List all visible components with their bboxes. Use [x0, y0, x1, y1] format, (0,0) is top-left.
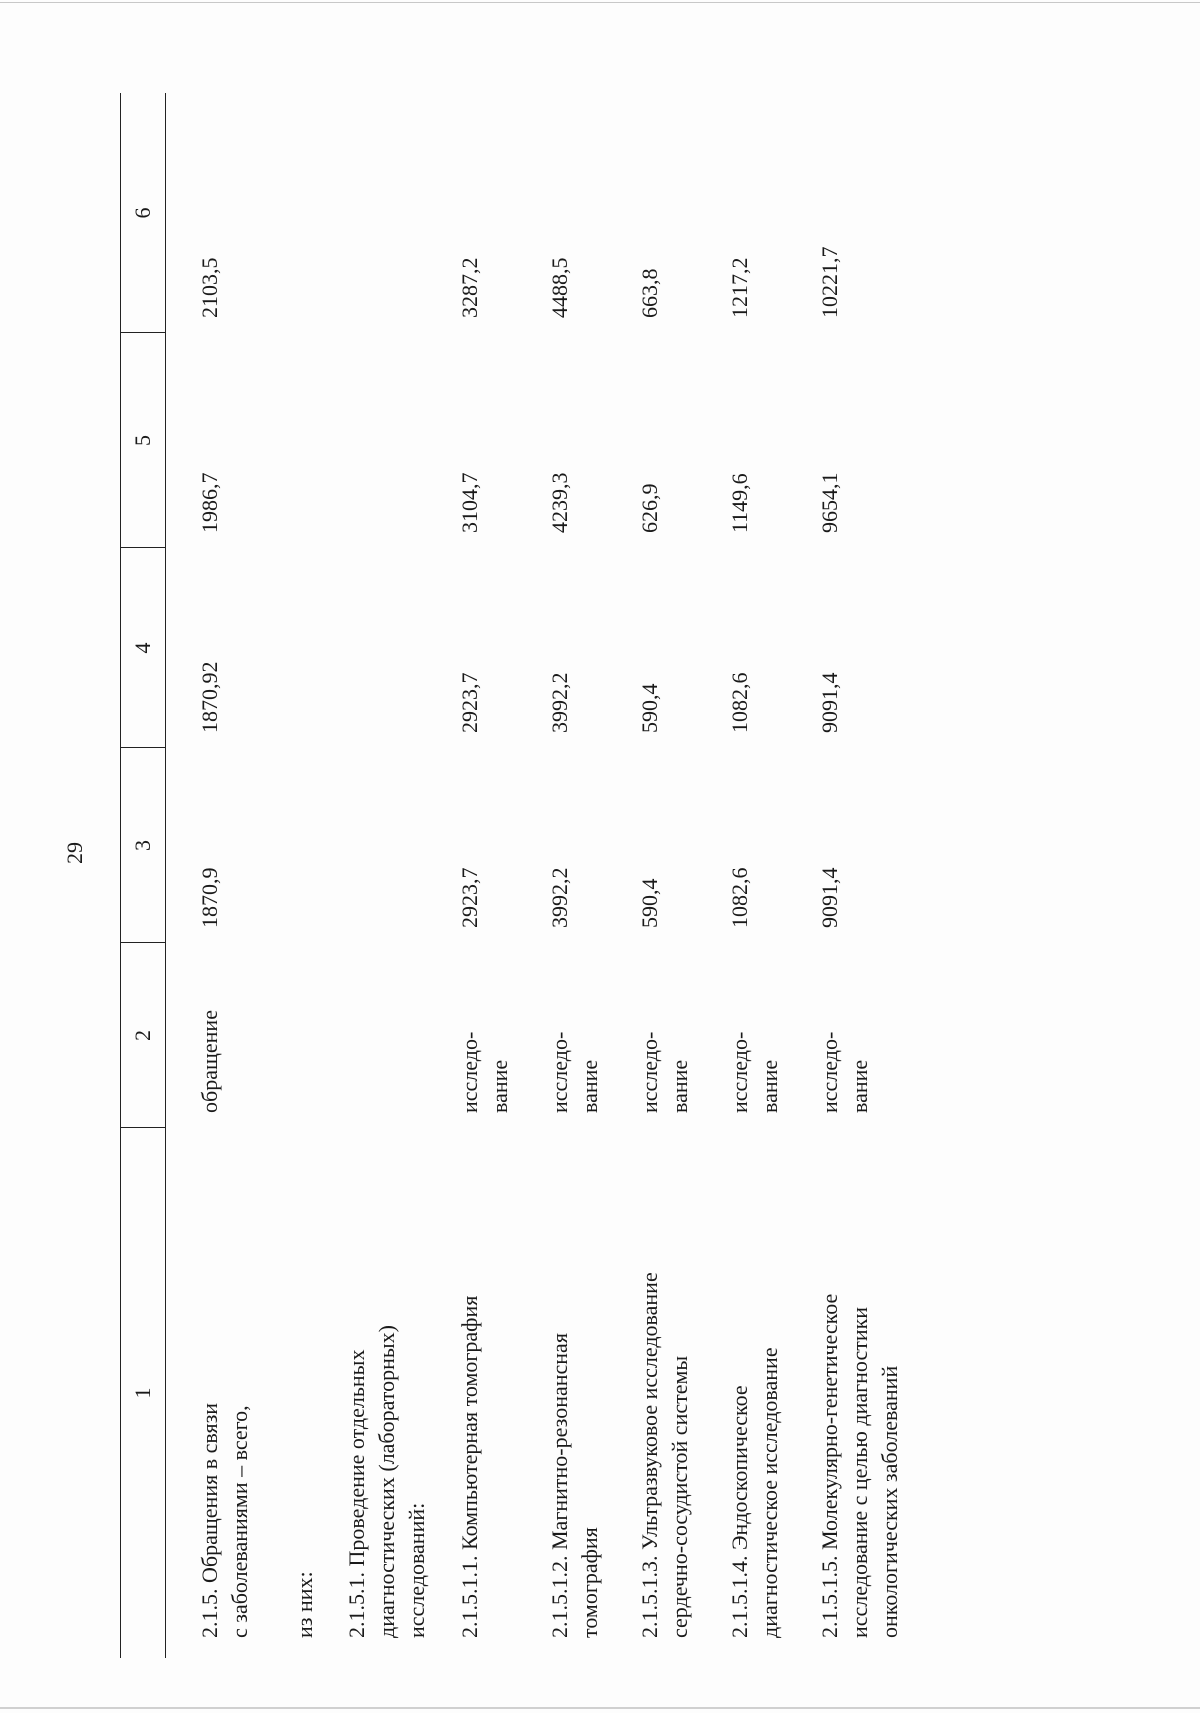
row-5-name-line-0: 2.1.5.1.3. Ультразвуковое исследование: [637, 1272, 662, 1638]
row-5-unit-line-0: исследо-: [637, 1031, 662, 1113]
row-7-value-col6: 10221,7: [817, 246, 842, 318]
row-3-name-line-0: 2.1.5.1.1. Компьютерная томография: [457, 1295, 482, 1638]
row-6-value-col3: 1082,6: [727, 867, 752, 928]
row-5-value-col6: 663,8: [637, 268, 662, 318]
row-6-value-col4: 1082,6: [727, 672, 752, 733]
row-0-name-line-1: с заболеваниями – всего,: [227, 1405, 252, 1638]
row-7-value-col5: 9654,1: [817, 472, 842, 533]
row-4-unit-line-1: вание: [577, 1059, 602, 1113]
row-0-value-col3: 1870,9: [197, 867, 222, 928]
col-header-6: 6: [130, 207, 155, 219]
row-6-value-col5: 1149,6: [727, 473, 752, 533]
table-row-5-name: [635, 1128, 695, 1638]
table-row-4-unit: [545, 943, 605, 1113]
row-6-name-line-0: 2.1.5.1.4. Эндоскопическое: [727, 1385, 752, 1638]
row-5-value-col4: 590,4: [637, 683, 662, 733]
row-2-name-line-1: диагностических (лабораторных): [374, 1325, 399, 1638]
row-6-unit-line-1: вание: [757, 1059, 782, 1113]
row-7-value-col4: 9091,4: [817, 672, 842, 733]
row-0-value-col4: 1870,92: [197, 661, 222, 733]
row-5-unit-line-1: вание: [667, 1059, 692, 1113]
col-header-5: 5: [130, 435, 155, 446]
col-header-4: 4: [130, 642, 155, 654]
row-3-unit-line-0: исследо-: [457, 1031, 482, 1113]
data-table: [120, 58, 980, 1658]
row-1-name-line-0: из них:: [292, 1571, 317, 1638]
row-7-name-line-0: 2.1.5.1.5. Молекулярно-генетическое: [817, 1293, 842, 1638]
row-7-name-line-1: исследование с целью диагностики: [847, 1306, 872, 1638]
row-3-value-col3: 2923,7: [457, 867, 482, 928]
table-row-7-unit: [815, 943, 875, 1113]
row-4-name-line-0: 2.1.5.1.2. Магнитно-резонансная: [547, 1333, 572, 1638]
row-6-name-line-1: диагностическое исследование: [757, 1347, 782, 1638]
row-4-value-col5: 4239,3: [547, 472, 572, 533]
table-row-3-unit: [455, 943, 515, 1113]
row-7-name-line-2: онкологических заболеваний: [877, 1365, 902, 1638]
row-2-name-line-2: исследований:: [404, 1502, 429, 1638]
row-0-unit-line-0: обращение: [197, 1010, 222, 1113]
header-top-rule: [120, 93, 121, 1658]
table-row-4-name: [545, 1138, 605, 1638]
table-row-6-unit: [725, 943, 785, 1113]
row-3-value-col4: 2923,7: [457, 672, 482, 733]
row-6-unit-line-0: исследо-: [727, 1031, 752, 1113]
table-row-5-unit: [635, 943, 695, 1113]
page-number: 29: [62, 842, 87, 864]
col-header-3: 3: [130, 840, 155, 851]
table-row-1-name: [290, 1138, 320, 1638]
row-4-unit-line-0: исследо-: [547, 1031, 572, 1113]
row-4-value-col3: 3992,2: [547, 867, 572, 928]
row-2-name-line-0: 2.1.5.1. Проведение отдельных: [344, 1349, 369, 1638]
row-7-unit-line-1: вание: [847, 1059, 872, 1113]
row-3-value-col6: 3287,2: [457, 257, 482, 318]
row-6-value-col6: 1217,2: [727, 257, 752, 318]
row-3-unit-line-1: вание: [487, 1059, 512, 1113]
col-header-2: 2: [130, 1030, 155, 1041]
table-row-2-name: [342, 1138, 432, 1638]
table-row-3-name: [455, 1138, 485, 1638]
row-0-name-line-0: 2.1.5. Обращения в связи: [197, 1402, 222, 1638]
row-3-value-col5: 3104,7: [457, 472, 482, 533]
row-7-unit-line-0: исследо-: [817, 1031, 842, 1113]
row-4-value-col4: 3992,2: [547, 672, 572, 733]
table-row-0-unit: [195, 943, 225, 1113]
row-7-value-col3: 9091,4: [817, 867, 842, 928]
header-bottom-rule: [165, 93, 166, 1658]
row-4-value-col6: 4488,5: [547, 257, 572, 318]
row-5-value-col3: 590,4: [637, 878, 662, 928]
table-row-6-name: [725, 1138, 785, 1638]
row-5-name-line-1: сердечно-сосудистой системы: [667, 1355, 692, 1638]
col-header-1: 1: [130, 1387, 155, 1399]
row-0-value-col5: 1986,7: [197, 472, 222, 533]
row-4-name-line-1: томография: [577, 1527, 602, 1638]
row-5-value-col5: 626,9: [637, 483, 662, 533]
table-row-0-name: [195, 1138, 255, 1638]
table-row-7-name: [815, 1138, 905, 1638]
row-0-value-col6: 2103,5: [197, 257, 222, 318]
